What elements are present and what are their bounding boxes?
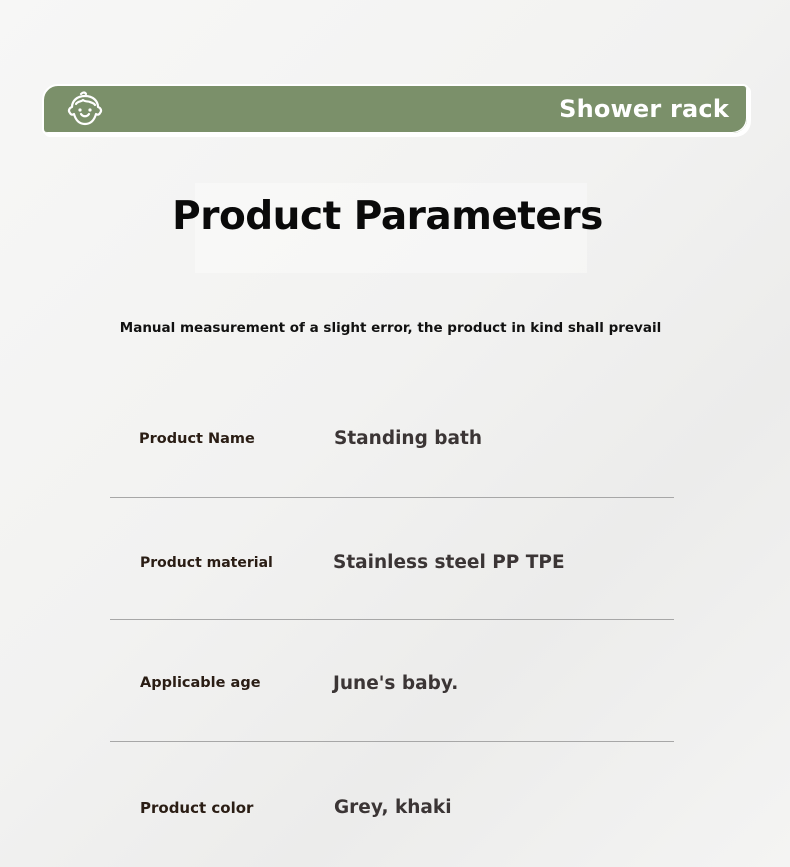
row-divider bbox=[110, 497, 674, 498]
row-divider bbox=[110, 619, 674, 620]
baby-face-icon bbox=[64, 90, 106, 130]
row-divider bbox=[110, 741, 674, 742]
param-label-color: Product color bbox=[140, 799, 254, 817]
page-title: Product Parameters bbox=[172, 194, 603, 239]
param-value-color: Grey, khaki bbox=[334, 797, 452, 818]
param-value-material: Stainless steel PP TPE bbox=[333, 552, 565, 573]
param-value-name: Standing bath bbox=[334, 428, 482, 449]
param-value-age: June's baby. bbox=[333, 673, 459, 694]
measurement-note: Manual measurement of a slight error, the product in kind shall prevail bbox=[119, 320, 662, 336]
banner-title: Shower rack bbox=[559, 95, 729, 123]
param-label-material: Product material bbox=[140, 555, 273, 571]
param-label-name: Product Name bbox=[139, 431, 255, 447]
header-banner bbox=[42, 84, 749, 135]
param-label-age: Applicable age bbox=[140, 675, 261, 691]
